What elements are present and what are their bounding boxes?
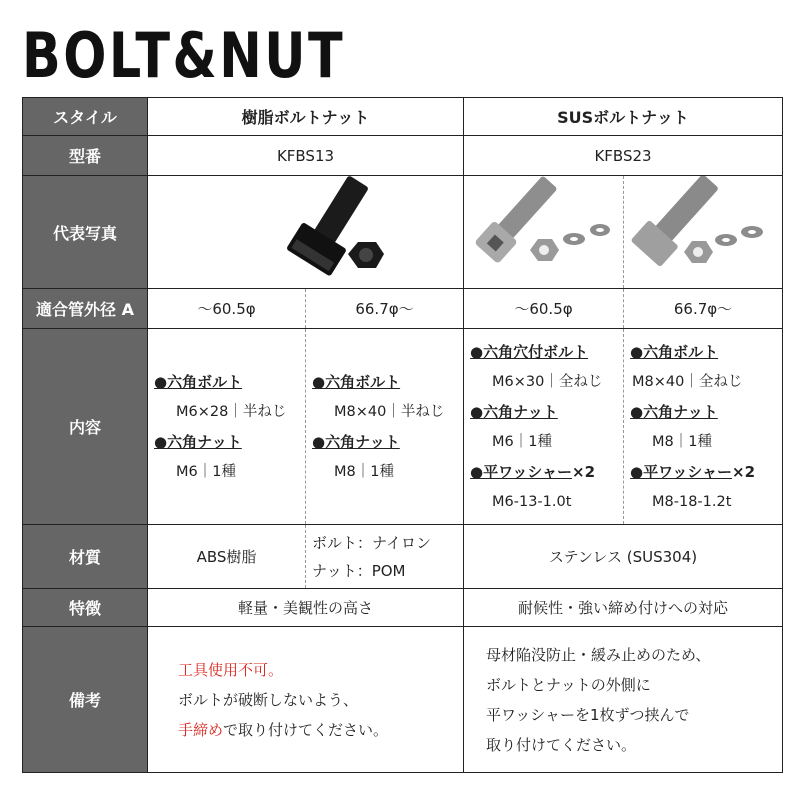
contents-a-nut-spec: M6｜1種 (176, 463, 236, 480)
remarks-sus-line3: 平ワッシャーを1枚ずつ挟んで (486, 705, 690, 724)
feature-resin: 軽量・美観性の高さ (148, 589, 464, 627)
contents-b (306, 329, 464, 525)
remarks-resin (148, 627, 464, 773)
material-b (306, 525, 464, 589)
contents-d-washer-spec: M8-18-1.2t (652, 493, 732, 510)
contents-c-washer-line (470, 457, 623, 487)
resin-bolt-nut-image (148, 176, 464, 288)
row-label-photo: 代表写真 (23, 176, 148, 289)
remarks-resin-line3-rest: で取り付けてください。 (223, 720, 389, 739)
material-b-nut: ナット：POM (312, 561, 406, 580)
row-label-material: 材質 (23, 525, 148, 589)
contents-d-washer-line (630, 457, 782, 487)
remarks-resin-line2: ボルトが破断しないよう、 (178, 690, 359, 709)
row-style (23, 98, 783, 136)
sus-socket-bolt-image (464, 176, 624, 288)
row-label-remarks: 備考 (23, 627, 148, 773)
spec-table (22, 97, 783, 773)
contents-c-nut: ●六角ナット (470, 402, 558, 421)
diameter-a: 〜60.5φ (148, 289, 306, 329)
contents-a-nut: ●六角ナット (154, 432, 242, 451)
row-model (23, 136, 783, 176)
material-b-bolt: ボルト：ナイロン (312, 533, 431, 552)
row-diameter (23, 289, 783, 329)
row-remarks (23, 627, 783, 773)
contents-a-bolt: ●六角ボルト (154, 372, 243, 391)
contents-d-bolt-spec: M8×40｜全ねじ (632, 373, 743, 390)
row-label-contents: 内容 (23, 329, 148, 525)
contents-c-nut-spec: M6｜1種 (492, 433, 552, 450)
material-sus: ステンレス (SUS304) (464, 525, 783, 589)
contents-b-bolt: ●六角ボルト (312, 372, 401, 391)
style-sus: SUSボルトナット (464, 98, 783, 136)
contents-d (624, 329, 783, 525)
contents-d-bolt: ●六角ボルト (630, 342, 719, 361)
contents-d-nut: ●六角ナット (630, 402, 718, 421)
contents-a (148, 329, 306, 525)
page-title: BOLT&NUT (22, 19, 346, 92)
remarks-sus (464, 627, 783, 773)
remarks-sus-line1: 母材陥没防止・緩み止めのため、 (486, 645, 711, 664)
contents-c (464, 329, 624, 525)
contents-c-washer-qty: ×2 (572, 462, 596, 481)
photo-sus-m8 (624, 176, 783, 289)
row-label-model: 型番 (23, 136, 148, 176)
style-resin: 樹脂ボルトナット (148, 98, 464, 136)
row-contents (23, 329, 783, 525)
remarks-sus-line2: ボルトとナットの外側に (486, 675, 651, 694)
row-feature (23, 589, 783, 627)
photo-resin (148, 176, 464, 289)
contents-b-bolt-spec: M8×40｜半ねじ (334, 403, 445, 420)
diameter-c: 〜60.5φ (464, 289, 624, 329)
contents-c-bolt: ●六角穴付ボルト (470, 342, 589, 361)
contents-b-nut: ●六角ナット (312, 432, 400, 451)
row-label-style: スタイル (23, 98, 148, 136)
photo-sus-m6 (464, 176, 624, 289)
remarks-resin-line1: 工具使用不可。 (178, 660, 284, 679)
diameter-d: 66.7φ〜 (624, 289, 783, 329)
row-material (23, 525, 783, 589)
contents-c-washer-spec: M6-13-1.0t (492, 493, 572, 510)
row-label-feature: 特徴 (23, 589, 148, 627)
contents-d-washer: ●平ワッシャー (630, 462, 733, 481)
contents-b-nut-spec: M8｜1種 (334, 463, 394, 480)
row-label-diameter: 適合管外径 A (23, 289, 148, 329)
contents-c-bolt-spec: M6×30｜全ねじ (492, 373, 603, 390)
remarks-sus-line4: 取り付けてください。 (486, 735, 637, 754)
diameter-b: 66.7φ〜 (306, 289, 464, 329)
contents-a-bolt-spec: M6×28｜半ねじ (176, 403, 287, 420)
material-a: ABS樹脂 (148, 525, 306, 589)
model-sus: KFBS23 (464, 136, 783, 176)
sus-hex-bolt-image (624, 176, 783, 288)
contents-d-nut-spec: M8｜1種 (652, 433, 712, 450)
contents-d-washer-qty: ×2 (732, 462, 756, 481)
remarks-resin-line3 (148, 715, 463, 745)
contents-c-washer: ●平ワッシャー (470, 462, 573, 481)
model-resin: KFBS13 (148, 136, 464, 176)
feature-sus: 耐候性・強い締め付けへの対応 (464, 589, 783, 627)
remarks-resin-hand-tighten: 手締め (178, 720, 224, 739)
row-photo (23, 176, 783, 289)
